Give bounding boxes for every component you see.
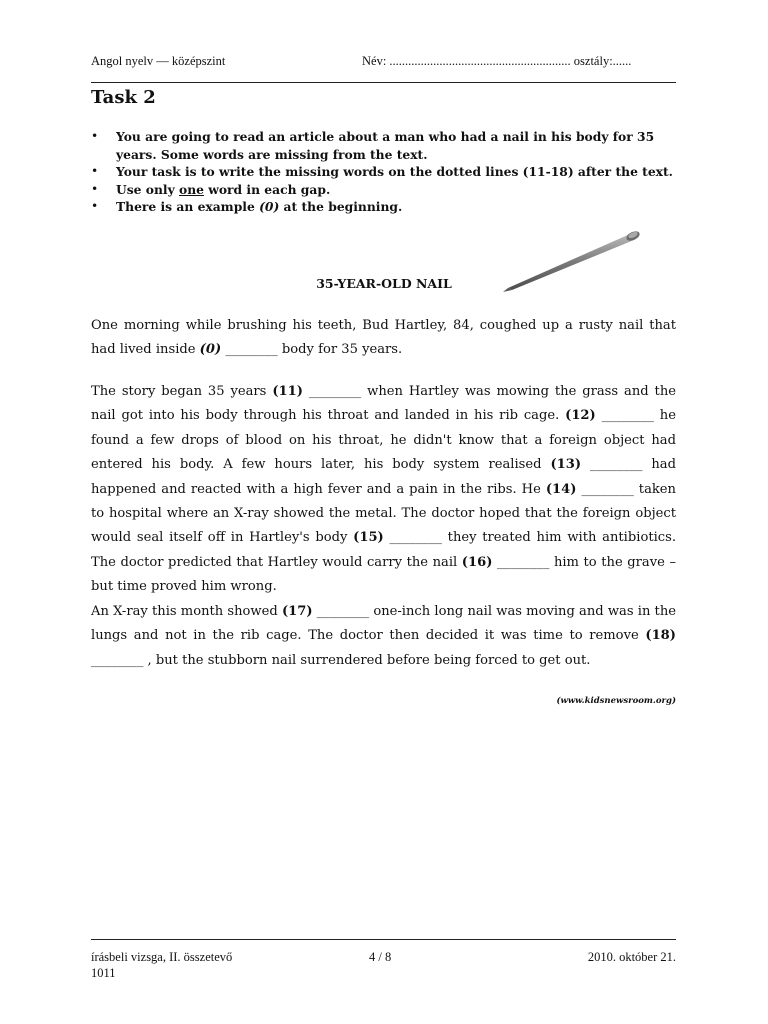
gap-label-13: (13) (550, 457, 582, 473)
instruction-item (91, 181, 681, 199)
gap-label-17: (17) (281, 604, 313, 619)
instruction-example: There is an example (0) at the beginning. (116, 199, 403, 214)
gap-label-14: (14) (545, 481, 577, 497)
footer-code: 1011 (91, 966, 116, 980)
footer-exam-part: írásbeli vizsga, II. összetevő (91, 950, 233, 964)
article-paragraph-2: The story began 35 years (11) ________ when Hartley was mowing the grass and the nail got into his body through his throat and landed in his rib cage. (12) ________ he found a few drops of blood on his throat, he didn't know that a foreign object had entered his body. A few hours later, his body system realised (13) ________ had happened and reacted with a high fever and a pain in the ribs. He (14) ________ taken to hospital where an X-ray showed the metal. The doctor hoped that the foreign object would seal itself off in Hartley's body (15) ________ they treated him with antibiotics. The doctor predicted that Hartley would carry the nail (16) ________ him to the grave – but time proved him wrong. (91, 384, 677, 595)
bullet-icon: • (91, 129, 99, 143)
instruction-item (91, 198, 681, 216)
task-title: Task 2 (91, 87, 156, 108)
gap-label-11: (11) (272, 384, 303, 399)
header-rule (91, 82, 676, 83)
article-source: (www.kidsnewsroom.org) (556, 696, 676, 706)
gap-label-18: (18) (645, 628, 676, 644)
header-name-field: Név: .......................................................... osztály:...... (362, 54, 632, 68)
footer-date: 2010. október 21. (587, 950, 676, 964)
footer-rule (91, 939, 676, 940)
instruction-list (91, 128, 681, 216)
instruction-item: • Your task is to write the missing words on the dotted lines (11-18) after the text. (91, 164, 673, 179)
header-subject: Angol nyelv — középszint (91, 54, 226, 68)
bullet-icon: • (91, 164, 99, 178)
instruction-item: • You are going to read an article about a man who had a nail in his body for 35 years. Some words are missing from the text. (91, 129, 655, 162)
footer-page-number: 4 / 8 (369, 950, 392, 964)
bullet-icon: • (91, 199, 99, 213)
gap-label-0: (0) (199, 342, 222, 358)
instruction-one-word: Use only one word in each gap. (116, 181, 331, 197)
bullet-icon: • (91, 181, 99, 196)
article-headline: 35-YEAR-OLD NAIL (316, 276, 452, 291)
gap-label-16: (16) (461, 554, 493, 570)
article-paragraph-1: One morning while brushing his teeth, Bud Hartley, 84, coughed up a rusty nail that had lived inside (0) ________ body for 35 years. (91, 318, 676, 358)
gap-label-15: (15) (353, 530, 384, 546)
article-paragraph-3: An X-ray this month showed (17) ________ one-inch long nail was moving and was in the lungs and not in the rib cage. The doctor then decided it was time to remove (18) ________ , but the stubborn nail surrendered before being forced to get out. (91, 604, 676, 668)
gap-label-12: (12) (565, 408, 596, 424)
